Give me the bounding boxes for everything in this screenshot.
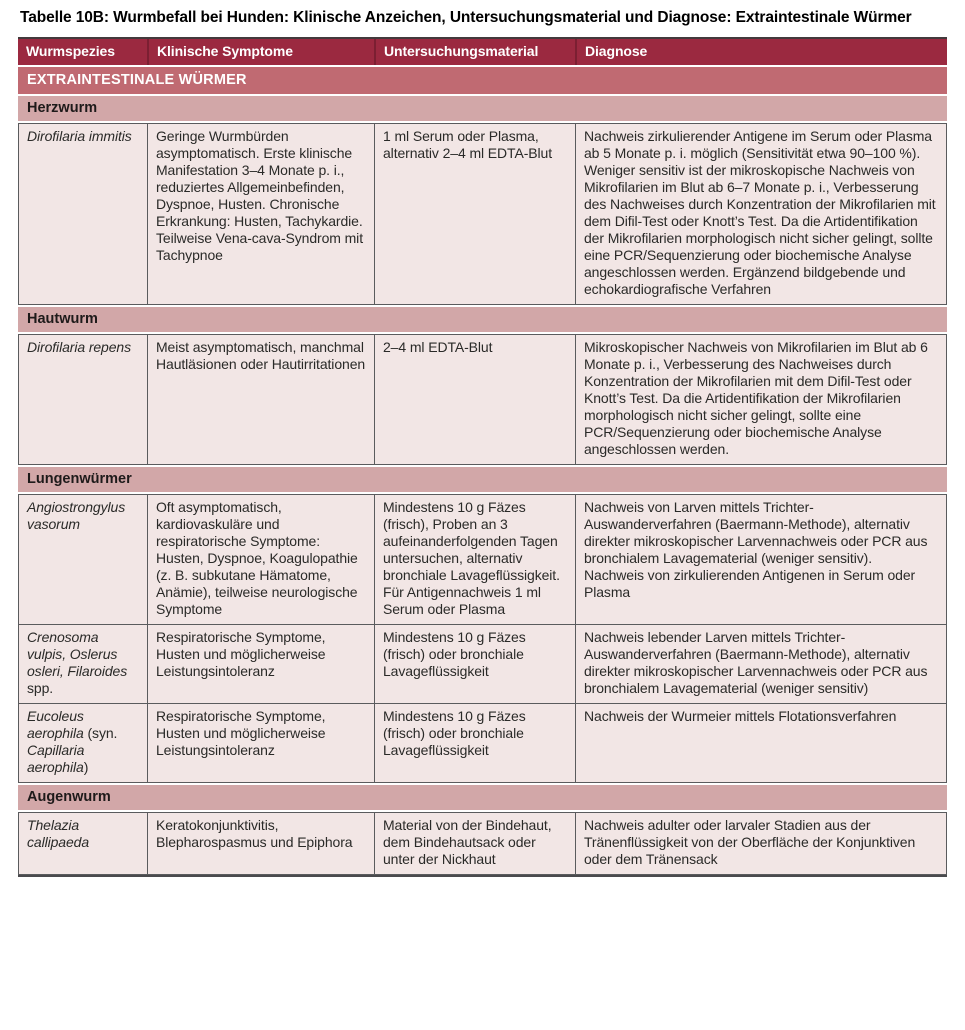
table-body xyxy=(18,96,947,875)
section-header-label: Hautwurm xyxy=(27,311,98,327)
material-cell xyxy=(374,624,576,704)
table-title: Tabelle 10B: Wurmbefall bei Hunden: Klinische Anzeichen, Untersuchungsmaterial und Diagnose: Extraintestinale Würmer xyxy=(20,9,912,26)
table-row xyxy=(18,812,947,875)
section-header-row xyxy=(18,96,947,121)
species-name-segment: ) xyxy=(83,759,89,775)
cell-paragraph: Oft asymptomatisch, kardiovaskuläre und respiratorische Symptome: Husten, Dyspnoe, Koagulopathie (z. B. subkutane Hämatome, Anämie), teilweise neurologische Symptome xyxy=(156,499,358,617)
diagnosis-cell xyxy=(575,703,947,783)
table-row xyxy=(18,494,947,625)
symptoms-cell xyxy=(147,494,375,625)
species-cell xyxy=(18,334,148,465)
section-header-row xyxy=(18,307,947,332)
cell-paragraph: Respiratorische Symptome, Husten und möglicherweise Leistungsintoleranz xyxy=(156,629,326,679)
worm-table xyxy=(18,37,947,877)
species-name-segment: Dirofilaria repens xyxy=(27,339,132,355)
group-header-label: EXTRAINTESTINALE WÜRMER xyxy=(27,72,247,88)
cell-paragraph: Weniger sensitiv ist der mikroskopische Nachweis von Mikrofilarien im Blut ab 6–7 Monate p. i., Verbesserung des Nachweises durch Konzentration der Mikrofilarien mit dem Difil-Test oder Knott’s Test. Da die Artidentifikation der Mikrofilarien morphologisch nicht sicher gelingt, sollte eine PCR/Sequenzierung oder biochemische Analyse angeschlossen werden. Ergänzend bildgebende und echokardiografische Verfahren xyxy=(584,162,936,297)
symptoms-cell xyxy=(147,703,375,783)
species-cell xyxy=(18,624,148,704)
cell-paragraph: Meist asymptomatisch, manchmal Hautläsionen oder Hautirritationen xyxy=(156,339,366,372)
species-name-segment: Dirofilaria immitis xyxy=(27,128,132,144)
species-name-segment: Thelazia callipaeda xyxy=(27,817,90,850)
table-row xyxy=(18,123,947,305)
symptoms-cell xyxy=(147,334,375,465)
material-cell xyxy=(374,123,576,305)
diagnosis-cell xyxy=(575,494,947,625)
cell-paragraph: Nachweis zirkulierender Antigene im Serum oder Plasma ab 5 Monate p. i. möglich (Sensitivität etwa 90–100 %). xyxy=(584,128,932,161)
species-cell xyxy=(18,123,148,305)
cell-paragraph: Mikroskopischer Nachweis von Mikrofilarien im Blut ab 6 Monate p. i., Verbesserung des Nachweises durch Konzentration der Mikrofilarien mit dem Difil-Test oder Knott’s Test. Da die Artidentifikation der Mikrofilarien morphologisch nicht sicher gelingt, sollte eine PCR/Sequenzierung oder biochemische Analyse angeschlossen werden. xyxy=(584,339,928,457)
group-header-row xyxy=(18,67,947,94)
table-header-row xyxy=(18,39,947,65)
species-name-segment: Angiostrongylus vasorum xyxy=(27,499,126,532)
cell-paragraph: Nachweis der Wurmeier mittels Flotationsverfahren xyxy=(584,708,897,724)
column-header-diagnose: Diagnose xyxy=(575,39,947,65)
species-cell xyxy=(18,703,148,783)
species-cell xyxy=(18,494,148,625)
cell-paragraph: Nachweis von zirkulierenden Antigenen in Serum oder Plasma xyxy=(584,567,916,600)
species-name-segment: Capillaria aerophila xyxy=(27,742,85,775)
section-header-row xyxy=(18,467,947,492)
table-row xyxy=(18,703,947,783)
material-cell xyxy=(374,334,576,465)
diagnosis-cell xyxy=(575,624,947,704)
symptoms-cell xyxy=(147,123,375,305)
material-cell xyxy=(374,703,576,783)
cell-paragraph: 1 ml Serum oder Plasma, alternativ 2–4 ml EDTA-Blut xyxy=(383,128,552,161)
material-cell xyxy=(374,812,576,875)
symptoms-cell xyxy=(147,624,375,704)
cell-paragraph: Nachweis von Larven mittels Trichter-Auswanderverfahren (Baermann-Methode), alternativ direkter mikroskopischer Larvennachweis oder PCR aus bronchialem Lavagematerial (weniger sensitiv). xyxy=(584,499,928,566)
cell-paragraph: Mindestens 10 g Fäzes (frisch), Proben an 3 aufeinanderfolgenden Tagen untersuchen, alternativ bronchiale Lavageflüssigkeit. xyxy=(383,499,560,583)
species-name-segment: Crenosoma vulpis, Oslerus osleri, Filaroides xyxy=(27,629,128,679)
diagnosis-cell xyxy=(575,334,947,465)
section-header-label: Herzwurm xyxy=(27,100,98,116)
diagnosis-cell xyxy=(575,812,947,875)
table-row xyxy=(18,334,947,465)
section-header-row xyxy=(18,785,947,810)
cell-paragraph: Respiratorische Symptome, Husten und möglicherweise Leistungsintoleranz xyxy=(156,708,326,758)
cell-paragraph: Nachweis lebender Larven mittels Trichter-Auswanderverfahren (Baermann-Methode), alternativ direkter mikroskopischer Larvennachweis oder PCR aus bronchialem Lavagematerial (weniger sensitiv) xyxy=(584,629,928,696)
species-cell xyxy=(18,812,148,875)
section-header-label: Lungenwürmer xyxy=(27,471,132,487)
cell-paragraph: Nachweis adulter oder larvaler Stadien aus der Tränenflüssigkeit von der Oberfläche der Konjunktiven oder dem Tränensack xyxy=(584,817,916,867)
column-header-wurmspezies: Wurmspezies xyxy=(26,43,115,59)
species-name-segment: Eucoleus aerophila xyxy=(27,708,84,741)
cell-paragraph: Material von der Bindehaut, dem Bindehautsack oder unter der Nickhaut xyxy=(383,817,552,867)
cell-paragraph: Mindestens 10 g Fäzes (frisch) oder bronchiale Lavageflüssigkeit xyxy=(383,708,526,758)
cell-paragraph: Geringe Wurmbürden asymptomatisch. Erste klinische Manifestation 3–4 Monate p. i., reduziertes Allgemeinbefinden, Dyspnoe, Husten. Chronische Erkrankung: Husten, Tachykardie. Teilweise Vena-cava-Syndrom mit Tachypnoe xyxy=(156,128,363,263)
symptoms-cell xyxy=(147,812,375,875)
column-header-klinische-symptome: Klinische Symptome xyxy=(147,39,375,65)
species-name-segment: spp. xyxy=(27,680,54,696)
section-header-label: Augenwurm xyxy=(27,789,111,805)
cell-paragraph: Für Antigennachweis 1 ml Serum oder Plasma xyxy=(383,584,541,617)
cell-paragraph: Keratokonjunktivitis, Blepharospasmus und Epiphora xyxy=(156,817,353,850)
material-cell xyxy=(374,494,576,625)
column-header-untersuchungsmaterial: Untersuchungsmaterial xyxy=(374,39,576,65)
species-name-segment: (syn. xyxy=(83,725,118,741)
cell-paragraph: Mindestens 10 g Fäzes (frisch) oder bronchiale Lavageflüssigkeit xyxy=(383,629,526,679)
cell-paragraph: 2–4 ml EDTA-Blut xyxy=(383,339,493,355)
diagnosis-cell xyxy=(575,123,947,305)
table-row xyxy=(18,624,947,704)
